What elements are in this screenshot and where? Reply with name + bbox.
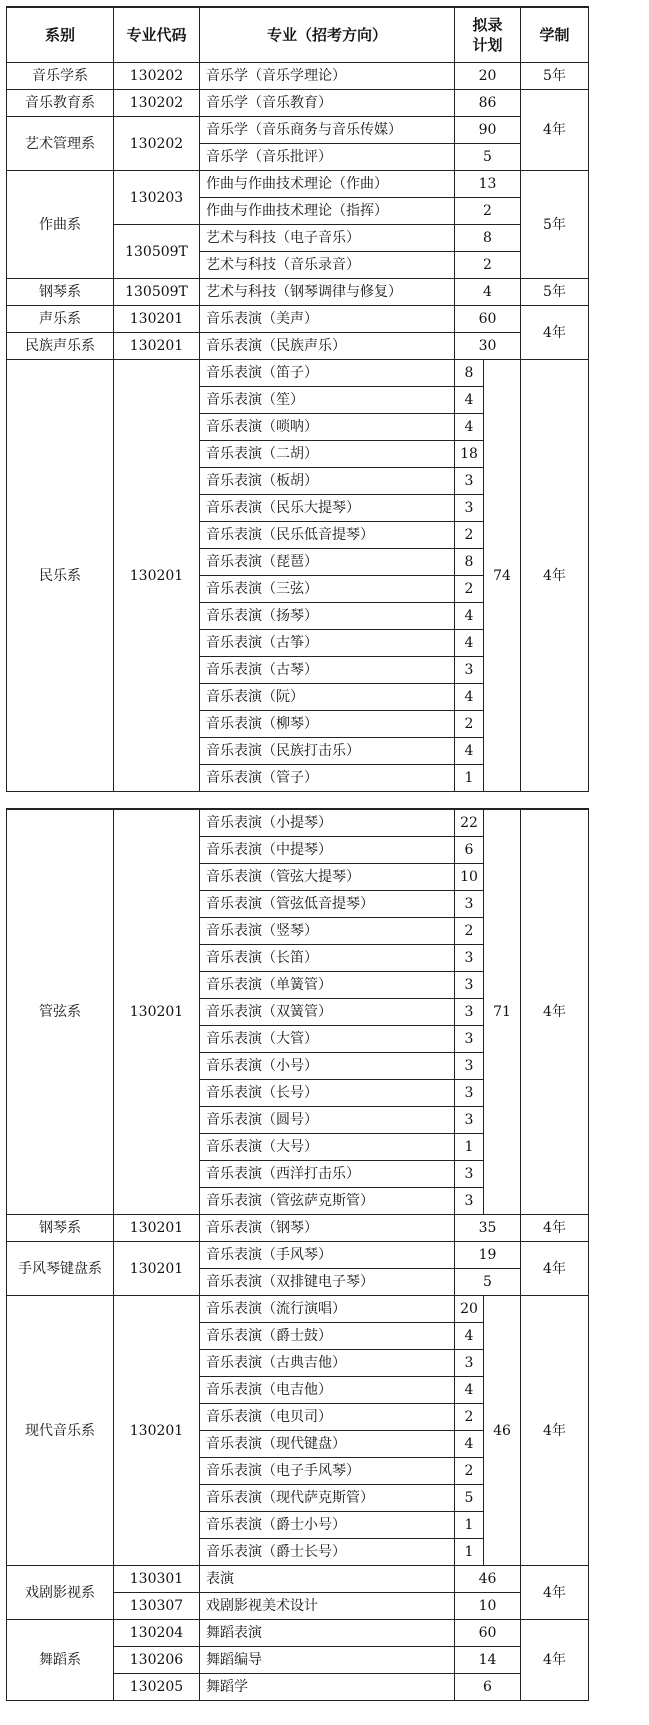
plan-cell: 46	[455, 1566, 521, 1593]
plan-cell: 2	[455, 198, 521, 225]
plan-cell: 1	[455, 1512, 484, 1539]
plan-cell: 3	[455, 1107, 484, 1134]
major-cell: 音乐表演（阮）	[200, 684, 455, 711]
major-cell: 音乐表演（爵士长号）	[200, 1539, 455, 1566]
years-cell: 5年	[521, 279, 589, 306]
years-cell: 4年	[521, 360, 589, 792]
plan-cell: 6	[455, 1674, 521, 1701]
plan-cell: 2	[455, 1404, 484, 1431]
major-cell: 音乐表演（唢呐）	[200, 414, 455, 441]
code-cell: 130202	[114, 63, 200, 90]
years-cell: 4年	[521, 1566, 589, 1620]
plan-cell: 2	[455, 252, 521, 279]
plan-cell: 4	[455, 630, 484, 657]
plan-cell: 20	[455, 63, 521, 90]
major-cell: 音乐表演（民族声乐）	[200, 333, 455, 360]
plan-cell: 4	[455, 684, 484, 711]
table-row	[7, 360, 589, 387]
plan-cell: 4	[455, 738, 484, 765]
table-row	[7, 279, 589, 306]
major-cell: 音乐表演（单簧管）	[200, 972, 455, 999]
plan-cell: 2	[455, 522, 484, 549]
major-cell: 音乐表演（笙）	[200, 387, 455, 414]
cropped-caption-remnant	[0, 0, 120, 3]
major-cell: 音乐表演（手风琴）	[200, 1242, 455, 1269]
major-cell: 音乐表演（电子手风琴）	[200, 1458, 455, 1485]
code-cell: 130206	[114, 1647, 200, 1674]
major-cell: 音乐表演（现代萨克斯管）	[200, 1485, 455, 1512]
table-row	[7, 63, 589, 90]
code-cell: 130204	[114, 1620, 200, 1647]
major-cell: 音乐表演（圆号）	[200, 1107, 455, 1134]
major-cell: 表演	[200, 1566, 455, 1593]
code-cell: 130307	[114, 1593, 200, 1620]
dept-cell: 戏剧影视系	[7, 1566, 114, 1620]
plan-cell: 4	[455, 387, 484, 414]
table-row	[7, 1566, 589, 1593]
plan-cell: 60	[455, 306, 521, 333]
plan-cell: 18	[455, 441, 484, 468]
major-cell: 舞蹈学	[200, 1674, 455, 1701]
years-cell: 4年	[521, 306, 589, 360]
major-cell: 音乐表演（双排键电子琴）	[200, 1269, 455, 1296]
plan-cell: 19	[455, 1242, 521, 1269]
table-row	[7, 171, 589, 198]
table-row	[7, 1215, 589, 1242]
plan-cell: 3	[455, 1026, 484, 1053]
dept-cell: 作曲系	[7, 171, 114, 279]
major-cell: 戏剧影视美术设计	[200, 1593, 455, 1620]
plan-cell: 2	[455, 711, 484, 738]
code-cell: 130509T	[114, 225, 200, 279]
major-cell: 音乐表演（现代键盘）	[200, 1431, 455, 1458]
plan-cell: 86	[455, 90, 521, 117]
table-header-row	[7, 7, 589, 63]
dept-cell: 声乐系	[7, 306, 114, 333]
major-cell: 音乐表演（流行演唱）	[200, 1296, 455, 1323]
plan-cell: 10	[455, 864, 484, 891]
table-row	[7, 117, 589, 144]
table-row	[7, 90, 589, 117]
dept-cell: 舞蹈系	[7, 1620, 114, 1701]
major-cell: 音乐表演（大号）	[200, 1134, 455, 1161]
plan-cell: 4	[455, 1431, 484, 1458]
code-cell: 130201	[114, 306, 200, 333]
major-cell: 音乐表演（钢琴）	[200, 1215, 455, 1242]
major-cell: 音乐表演（中提琴）	[200, 837, 455, 864]
header-years: 学制	[521, 7, 589, 63]
dept-cell: 现代音乐系	[7, 1296, 114, 1566]
plan-cell: 2	[455, 1458, 484, 1485]
plan-cell: 10	[455, 1593, 521, 1620]
plan-cell: 5	[455, 1485, 484, 1512]
years-cell: 4年	[521, 809, 589, 1215]
code-cell: 130202	[114, 117, 200, 171]
plan-cell: 14	[455, 1647, 521, 1674]
table-row	[7, 1242, 589, 1269]
plan-cell: 3	[455, 1188, 484, 1215]
major-cell: 音乐表演（小号）	[200, 1053, 455, 1080]
major-cell: 音乐表演（爵士小号）	[200, 1512, 455, 1539]
header-code: 专业代码	[114, 7, 200, 63]
code-cell: 130201	[114, 360, 200, 792]
years-cell: 4年	[521, 1620, 589, 1701]
years-cell: 4年	[521, 1215, 589, 1242]
plan-cell: 3	[455, 1350, 484, 1377]
major-cell: 音乐表演（琵琶）	[200, 549, 455, 576]
major-cell: 音乐表演（笛子）	[200, 360, 455, 387]
major-cell: 音乐表演（电贝司）	[200, 1404, 455, 1431]
plan-total-cell: 71	[484, 809, 521, 1215]
dept-cell: 艺术管理系	[7, 117, 114, 171]
dept-cell: 音乐学系	[7, 63, 114, 90]
major-cell: 音乐表演（古琴）	[200, 657, 455, 684]
plan-cell: 3	[455, 945, 484, 972]
plan-cell: 3	[455, 1053, 484, 1080]
dept-cell: 民族声乐系	[7, 333, 114, 360]
header-dept: 系别	[7, 7, 114, 63]
admission-plan-table-part1	[6, 6, 589, 792]
major-cell: 音乐表演（扬琴）	[200, 603, 455, 630]
major-cell: 舞蹈表演	[200, 1620, 455, 1647]
code-cell: 130205	[114, 1674, 200, 1701]
plan-cell: 3	[455, 999, 484, 1026]
dept-cell: 管弦系	[7, 809, 114, 1215]
header-plan-line1: 拟录	[472, 16, 503, 34]
table-row	[7, 1296, 589, 1323]
major-cell: 舞蹈编导	[200, 1647, 455, 1674]
major-cell: 音乐表演（柳琴）	[200, 711, 455, 738]
years-cell: 5年	[521, 171, 589, 279]
plan-cell: 3	[455, 972, 484, 999]
table-row	[7, 333, 589, 360]
major-cell: 音乐表演（大管）	[200, 1026, 455, 1053]
plan-cell: 2	[455, 576, 484, 603]
years-cell: 5年	[521, 63, 589, 90]
major-cell: 音乐表演（管弦大提琴）	[200, 864, 455, 891]
plan-cell: 13	[455, 171, 521, 198]
admission-plan-table-part2	[6, 808, 589, 1701]
major-cell: 音乐表演（三弦）	[200, 576, 455, 603]
plan-cell: 5	[455, 144, 521, 171]
major-cell: 艺术与科技（钢琴调律与修复）	[200, 279, 455, 306]
dept-cell: 音乐教育系	[7, 90, 114, 117]
plan-cell: 90	[455, 117, 521, 144]
code-cell: 130301	[114, 1566, 200, 1593]
plan-cell: 3	[455, 657, 484, 684]
dept-cell: 手风琴键盘系	[7, 1242, 114, 1296]
header-plan	[455, 7, 521, 63]
plan-cell: 60	[455, 1620, 521, 1647]
plan-cell: 8	[455, 225, 521, 252]
major-cell: 音乐表演（古筝）	[200, 630, 455, 657]
major-cell: 音乐学（音乐学理论）	[200, 63, 455, 90]
table-row	[7, 306, 589, 333]
plan-cell: 6	[455, 837, 484, 864]
plan-cell: 3	[455, 1080, 484, 1107]
code-cell: 130201	[114, 1242, 200, 1296]
major-cell: 音乐表演（小提琴）	[200, 809, 455, 837]
plan-cell: 8	[455, 360, 484, 387]
code-cell: 130201	[114, 1215, 200, 1242]
plan-cell: 4	[455, 279, 521, 306]
years-cell: 4年	[521, 1296, 589, 1566]
major-cell: 音乐表演（民乐低音提琴）	[200, 522, 455, 549]
code-cell: 130201	[114, 809, 200, 1215]
major-cell: 艺术与科技（音乐录音）	[200, 252, 455, 279]
plan-cell: 4	[455, 1323, 484, 1350]
plan-total-cell: 74	[484, 360, 521, 792]
code-cell: 130203	[114, 171, 200, 225]
major-cell: 音乐表演（西洋打击乐）	[200, 1161, 455, 1188]
major-cell: 音乐表演（管弦低音提琴）	[200, 891, 455, 918]
major-cell: 音乐表演（管子）	[200, 765, 455, 792]
major-cell: 音乐表演（双簧管）	[200, 999, 455, 1026]
code-cell: 130202	[114, 90, 200, 117]
plan-cell: 22	[455, 809, 484, 837]
header-major: 专业（招考方向）	[200, 7, 455, 63]
plan-cell: 1	[455, 765, 484, 792]
years-cell: 4年	[521, 1242, 589, 1296]
plan-cell: 20	[455, 1296, 484, 1323]
major-cell: 艺术与科技（电子音乐）	[200, 225, 455, 252]
major-cell: 音乐学（音乐教育）	[200, 90, 455, 117]
major-cell: 音乐学（音乐商务与音乐传媒）	[200, 117, 455, 144]
years-cell: 4年	[521, 90, 589, 171]
code-cell: 130201	[114, 1296, 200, 1566]
plan-cell: 4	[455, 1377, 484, 1404]
plan-cell: 4	[455, 414, 484, 441]
plan-cell: 4	[455, 603, 484, 630]
code-cell: 130509T	[114, 279, 200, 306]
major-cell: 音乐表演（长笛）	[200, 945, 455, 972]
major-cell: 音乐表演（爵士鼓）	[200, 1323, 455, 1350]
plan-cell: 1	[455, 1539, 484, 1566]
plan-cell: 3	[455, 891, 484, 918]
plan-cell: 35	[455, 1215, 521, 1242]
major-cell: 作曲与作曲技术理论（指挥）	[200, 198, 455, 225]
plan-cell: 3	[455, 495, 484, 522]
major-cell: 音乐表演（民族打击乐）	[200, 738, 455, 765]
header-plan-line2: 计划	[472, 36, 503, 54]
plan-cell: 3	[455, 468, 484, 495]
major-cell: 音乐表演（二胡）	[200, 441, 455, 468]
plan-cell: 3	[455, 1161, 484, 1188]
plan-cell: 8	[455, 549, 484, 576]
major-cell: 音乐表演（电吉他）	[200, 1377, 455, 1404]
dept-cell: 钢琴系	[7, 279, 114, 306]
major-cell: 音乐表演（板胡）	[200, 468, 455, 495]
plan-cell: 1	[455, 1134, 484, 1161]
plan-total-cell: 46	[484, 1296, 521, 1566]
table-row	[7, 1620, 589, 1647]
major-cell: 音乐表演（竖琴）	[200, 918, 455, 945]
dept-cell: 钢琴系	[7, 1215, 114, 1242]
code-cell: 130201	[114, 333, 200, 360]
plan-cell: 5	[455, 1269, 521, 1296]
major-cell: 音乐表演（管弦萨克斯管）	[200, 1188, 455, 1215]
major-cell: 音乐表演（长号）	[200, 1080, 455, 1107]
plan-cell: 30	[455, 333, 521, 360]
major-cell: 音乐表演（美声）	[200, 306, 455, 333]
plan-cell: 2	[455, 918, 484, 945]
table-row	[7, 809, 589, 837]
major-cell: 音乐表演（民乐大提琴）	[200, 495, 455, 522]
major-cell: 音乐学（音乐批评）	[200, 144, 455, 171]
major-cell: 音乐表演（古典吉他）	[200, 1350, 455, 1377]
major-cell: 作曲与作曲技术理论（作曲）	[200, 171, 455, 198]
dept-cell: 民乐系	[7, 360, 114, 792]
